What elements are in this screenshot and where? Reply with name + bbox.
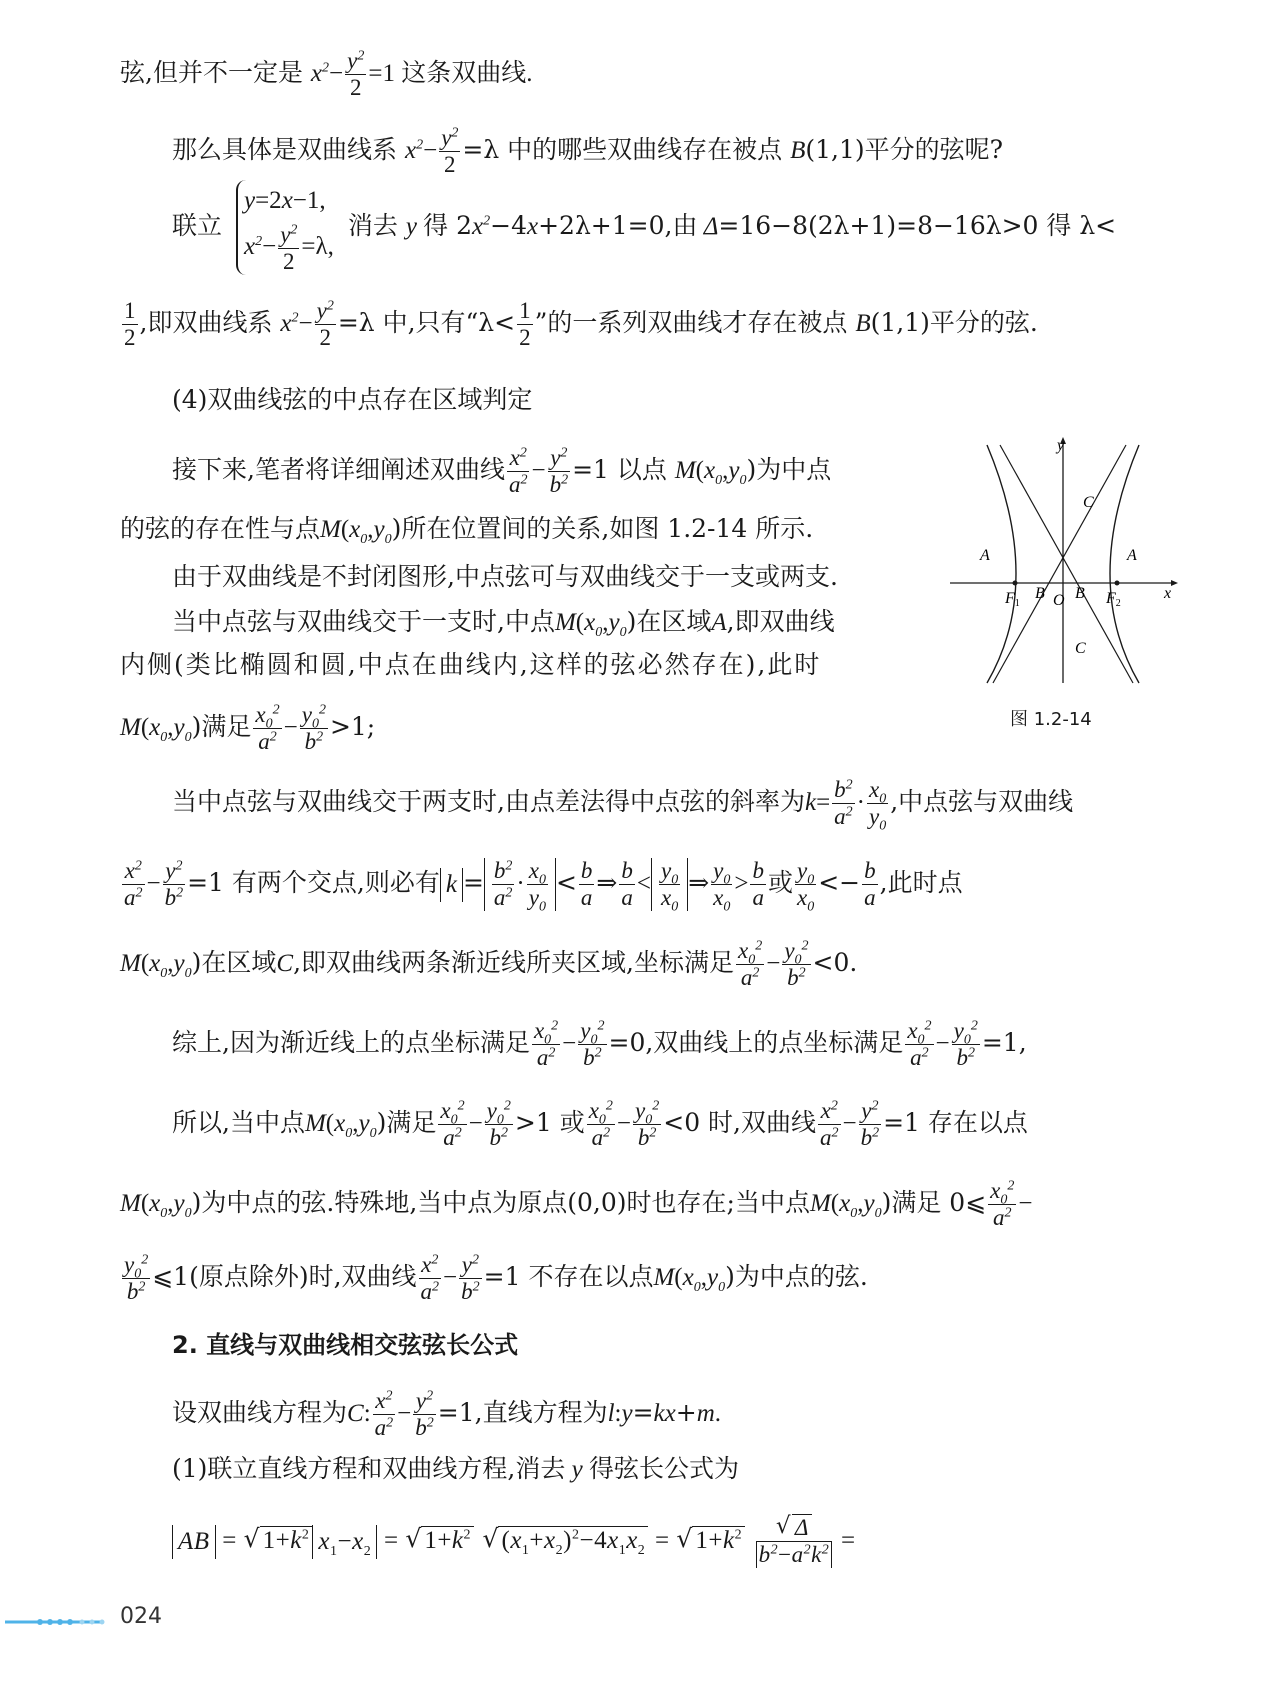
region-b-right: B xyxy=(1075,585,1085,602)
text-segment: <0. xyxy=(812,948,858,977)
text-line-p7: 当中点弦与双曲线交于两支时,由点差法得中点弦的斜率为k= $\frac{b^2}{a^2}$ · $\frac{x_0}{y_0}$ ,中点弦与双曲线 xyxy=(172,777,1074,834)
text-segment: 那么具体是双曲线系 xyxy=(172,135,398,164)
text-segment: )满足 xyxy=(191,712,252,741)
text-line-p10: 综上,因为渐近线上的点坐标满足 $\frac{x_0^2}{a^2}$ − $\frac{y_0^2}{b^2}$ =0,双曲线上的点坐标满足 $\frac{x_0^2}{a^2}$ − $\frac{y_0^2}{b^2}$ =1, xyxy=(172,1018,1027,1070)
text-segment: +2λ+1=0,由 xyxy=(538,211,698,240)
focus-f2 xyxy=(1115,581,1120,586)
subheading-4: (4)双曲线弦的中点存在区域判定 xyxy=(172,385,533,414)
text-line-p15: (1)联立直线方程和双曲线方程,消去 y 得弦长公式为 xyxy=(172,1454,739,1483)
text-segment: )为中点的弦. xyxy=(725,1262,868,1291)
text-segment: 设双曲线方程为 xyxy=(172,1398,348,1427)
text-segment: =λ 中的哪些双曲线存在被点 xyxy=(462,135,783,164)
text-segment: =1,直线方程为 xyxy=(437,1398,608,1427)
hyperbola-figure xyxy=(950,435,1180,685)
text-line-p14: 设双曲线方程为C: $\frac{x^2}{a^2}$ − $\frac{y^2}{b^2}$ =1,直线方程为l:y=kx+m. xyxy=(172,1388,722,1440)
text-segment: )在区域 xyxy=(191,948,277,977)
asymptote-1 xyxy=(1000,445,1133,683)
text-segment: (1)联立直线方程和双曲线方程,消去 xyxy=(172,1454,566,1483)
text-segment: )满足 0⩽ xyxy=(881,1188,987,1217)
figure-caption: 图 1.2-14 xyxy=(1010,709,1092,730)
text-segment: =λ 中,只有“λ< xyxy=(337,308,516,337)
x-label: x xyxy=(1164,585,1172,602)
text-segment: + xyxy=(675,1398,697,1427)
text-line-3: 联立 y=2x−1, $x^2-$ $\frac{y^2}{2}$ =λ, 消去 y 得 $2x^2-4x+2\lambda+1=0$,由 Δ=16−8(2λ+1)=8−16λ>0 得 λ< xyxy=(172,180,1116,275)
y-label: y xyxy=(1057,437,1065,454)
text-segment: )为中点的弦.特殊地,当中点为原点(0,0)时也存在;当中点 xyxy=(191,1188,810,1217)
text-segment: 所以,当中点 xyxy=(172,1108,305,1137)
text-segment: < xyxy=(555,868,577,897)
text-segment: ⇒ xyxy=(596,868,618,897)
text-segment: ,此时点 xyxy=(879,868,963,897)
text-segment: ,即双曲线 xyxy=(726,607,835,636)
text-segment: 的弦的存在性与点 xyxy=(120,514,321,543)
region-b-left: B xyxy=(1035,585,1045,602)
text-segment: 得弦长公式为 xyxy=(588,1454,739,1483)
text-segment: =1 以点 xyxy=(572,455,667,484)
text-line-p9: $M(x_0,y_0)$在区域C,即双曲线两条渐近线所夹区域,坐标满足 $\frac{x_0^2}{a^2}$ − $\frac{y_0^2}{b^2}$ <0. xyxy=(120,938,858,990)
text-line-1: 弦,但并不一定是 $x^2-$ $\frac{y^2}{2}$ =1 这条双曲线. xyxy=(120,48,533,100)
text-segment: =1, xyxy=(981,1028,1027,1057)
text-segment: =1 存在以点 xyxy=(883,1108,1028,1137)
region-a-right: A xyxy=(1127,547,1137,564)
left-branch xyxy=(987,445,1016,683)
text-line-4: $\frac{1}{2}$ ,即双曲线系 $x^2-$ $\frac{y^2}{2}$ =λ 中,只有“λ< $\frac{1}{2}$ ”的一系列双曲线才存在被点 B(1,1)平分的弦. xyxy=(124,298,1038,350)
page-footer-decoration xyxy=(0,1610,1280,1680)
text-line-p13: $\frac{y_0^2}{b^2}$ ⩽1(原点除外)时,双曲线 $\frac{x^2}{a^2}$ − $\frac{y^2}{b^2}$ =1 不存在以点$M(x_0,y_0)$为中点的弦. xyxy=(124,1252,868,1304)
text-segment: )满足 xyxy=(376,1108,437,1137)
text-segment: <0 时,双曲线 xyxy=(663,1108,816,1137)
text-line-2: 那么具体是双曲线系 $x^2-$ $\frac{y^2}{2}$ =λ 中的哪些双曲线存在被点 B(1,1)平分的弦呢? xyxy=(172,125,1004,177)
footer-dot xyxy=(67,1619,73,1625)
text-line-p8: $\frac{x^2}{a^2}$ − $\frac{y^2}{b^2}$ =1 有两个交点,则必有 k = $\frac{b^2}{a^2}$ · $\frac{x_0}{y_0}$ < $\frac{b}{a}$ ⇒ $\frac{b}{a}$ < $\frac{y_0}{x_0}$ ⇒ $\frac{y_0}{x_0}$ > $\frac{b}{a}$ 或 $\frac{y_0}{x_0}$ <− $\frac{b}{a}$ ,此时点 xyxy=(124,858,963,915)
x-axis-arrow-icon xyxy=(1171,580,1178,586)
text-segment: 当中点弦与双曲线交于一支时,中点 xyxy=(172,607,555,636)
text-segment: ⩽1(原点除外)时,双曲线 xyxy=(152,1262,417,1291)
text-segment: 得 2 xyxy=(423,211,473,240)
footer-dot xyxy=(80,1620,85,1625)
text-line-p2: 的弦的存在性与点$M(x_0,y_0)$所在位置间的关系,如图 1.2-14 所示. xyxy=(120,514,814,547)
text-line-p11: 所以,当中点$M(x_0,y_0)$满足 $\frac{x_0^2}{a^2}$ − $\frac{y_0^2}{b^2}$ >1 或 $\frac{x_0^2}{a^2}$ − $\frac{y_0^2}{b^2}$ <0 时,双曲线 $\frac{x^2}{a^2}$ − $\frac{y^2}{b^2}$ =1 存在以点 xyxy=(172,1098,1028,1150)
region-c-bottom: C xyxy=(1075,640,1086,657)
text-line-p12: $M(x_0,y_0)$为中点的弦.特殊地,当中点为原点(0,0)时也存在;当中点$M(x_0,y_0)$满足 0⩽ $\frac{x_0^2}{a^2}$ − xyxy=(120,1178,1033,1230)
focus-f1 xyxy=(1013,581,1018,586)
text-segment: 当中点弦与双曲线交于两支时,由点差法得中点弦的斜率为 xyxy=(172,787,805,816)
text-segment: 综上,因为渐近线上的点坐标满足 xyxy=(172,1028,530,1057)
section-heading: 2. 直线与双曲线相交弦弦长公式 xyxy=(172,1331,519,1359)
text-segment: >1; xyxy=(329,712,376,741)
text-segment: 弦,但并不一定是 xyxy=(120,58,303,87)
chord-length-formula: AB = √ $1+k^2$ $x_1-x_2$ = √ $1+k^2$ √ $(x_1+x_2)^2-4x_1x_2$ = √ $1+k^2$ √ $\frac{\Delta}{b^2-a^2k^2}$ = xyxy=(172,1515,856,1568)
text-line-p3: 由于双曲线是不封闭图形,中点弦可与双曲线交于一支或两支. xyxy=(172,562,838,591)
text-segment: = xyxy=(462,868,484,897)
text-segment: ,中点弦与双曲线 xyxy=(890,787,1074,816)
text-segment: 消去 xyxy=(347,211,398,240)
text-segment: >1 或 xyxy=(514,1108,585,1137)
footer-dot xyxy=(57,1619,63,1625)
region-a-left: A xyxy=(980,547,990,564)
footer-dot xyxy=(90,1620,95,1625)
text-segment: =0,双曲线上的点坐标满足 xyxy=(608,1028,904,1057)
text-line-p1: 接下来,笔者将详细阐述双曲线 $\frac{x^2}{a^2}$ − $\frac{y^2}{b^2}$ =1 以点 $M(x_0,y_0)$为中点 xyxy=(172,445,832,497)
footer-dot xyxy=(47,1619,53,1625)
footer-dot xyxy=(37,1619,43,1625)
text-line-p5: 内侧(类比椭圆和圆,中点在曲线内,这样的弦必然存在),此时 xyxy=(120,650,822,679)
text-segment: (1,1)平分的弦. xyxy=(870,308,1038,337)
f1-label: F1 xyxy=(1005,590,1020,609)
text-segment: <− xyxy=(818,868,861,897)
text-segment: ”的一系列双曲线才存在被点 xyxy=(534,308,848,337)
text-segment: =1 不存在以点 xyxy=(483,1262,654,1291)
text-segment: =16−8(2λ+1)=8−16λ>0 得 λ< xyxy=(718,211,1117,240)
text-segment: 联立 xyxy=(172,211,223,240)
text-segment: (1,1)平分的弦呢? xyxy=(805,135,1004,164)
text-segment: ,即双曲线两条渐近线所夹区域,坐标满足 xyxy=(293,948,734,977)
text-segment: )所在位置间的关系,如图 1.2-14 所示. xyxy=(391,514,814,543)
text-line-p6: $M(x_0,y_0)$满足 $\frac{x_0^2}{a^2}$ − $\frac{y_0^2}{b^2}$ >1; xyxy=(120,702,376,754)
text-segment: 或 xyxy=(767,868,793,897)
text-segment: ,即双曲线系 xyxy=(139,308,273,337)
text-segment: )为中点 xyxy=(746,455,832,484)
text-segment: −4 xyxy=(490,211,527,240)
text-segment: = xyxy=(632,1398,654,1427)
text-line-p4: 当中点弦与双曲线交于一支时,中点$M(x_0,y_0)$在区域A,即双曲线 xyxy=(172,607,835,640)
origin-label: O xyxy=(1053,592,1065,609)
equation-system: y=2x−1, $x^2-$ $\frac{y^2}{2}$ =λ, xyxy=(236,180,334,275)
text-segment: )在区域 xyxy=(626,607,712,636)
right-branch xyxy=(1110,445,1139,683)
asymptote-2 xyxy=(993,445,1126,683)
text-segment: =1 有两个交点,则必有 xyxy=(187,868,440,897)
footer-dot xyxy=(100,1620,105,1625)
text-segment: 接下来,笔者将详细阐述双曲线 xyxy=(172,455,505,484)
text-segment: =1 这条双曲线. xyxy=(368,60,533,87)
f2-label: F2 xyxy=(1106,590,1121,609)
page-number: 024 xyxy=(120,1604,162,1629)
region-c-top: C xyxy=(1083,494,1094,511)
